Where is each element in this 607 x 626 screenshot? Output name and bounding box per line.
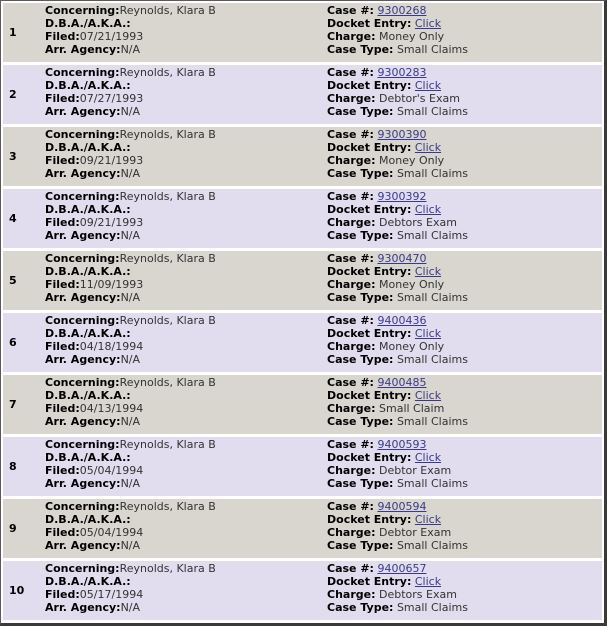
case-number-link[interactable]: 9400485 [377,376,427,389]
case-number-link[interactable]: 9300470 [377,252,427,265]
case-type-value: Small Claims [396,43,468,56]
case-label: Case #: [327,438,374,451]
dba-label: D.B.A./A.K.A.: [45,141,131,154]
table-row [3,251,602,310]
row-number: 5 [9,274,17,287]
docket-entry-link[interactable]: Click [414,575,442,588]
filed-label: Filed: [45,526,80,539]
party-info [45,562,216,614]
table-row [3,65,602,124]
table-row [3,499,602,558]
party-info [45,66,216,118]
party-info [45,500,216,552]
charge-label: Charge: [327,402,376,415]
case-info [327,314,468,366]
concerning-label: Concerning: [45,562,120,575]
party-info [45,252,216,304]
agency-value: N/A [120,43,141,56]
party-info [45,128,216,180]
agency-value: N/A [120,477,141,490]
docket-entry-link[interactable]: Click [414,203,442,216]
party-info [45,314,216,366]
charge-value: Money Only [379,340,445,353]
dba-label: D.B.A./A.K.A.: [45,389,131,402]
concerning-value: Reynolds, Klara B [119,562,216,575]
filed-label: Filed: [45,216,80,229]
case-type-value: Small Claims [396,229,468,242]
concerning-label: Concerning: [45,66,120,79]
docket-entry-link[interactable]: Click [414,451,442,464]
agency-label: Arr. Agency: [45,167,121,180]
case-label: Case #: [327,190,374,203]
filed-value: 07/21/1993 [79,30,144,43]
row-number: 10 [9,584,25,597]
concerning-label: Concerning: [45,4,120,17]
case-type-label: Case Type: [327,477,394,490]
charge-label: Charge: [327,216,376,229]
party-info [45,376,216,428]
agency-value: N/A [120,291,141,304]
case-label: Case #: [327,66,374,79]
charge-value: Small Claim [379,402,445,415]
docket-entry-link[interactable]: Click [414,265,442,278]
case-type-label: Case Type: [327,601,394,614]
case-label: Case #: [327,128,374,141]
case-type-label: Case Type: [327,539,394,552]
dba-label: D.B.A./A.K.A.: [45,451,131,464]
case-type-label: Case Type: [327,167,394,180]
docket-label: Docket Entry: [327,203,412,216]
concerning-label: Concerning: [45,252,120,265]
dba-label: D.B.A./A.K.A.: [45,513,131,526]
charge-value: Money Only [379,30,445,43]
agency-label: Arr. Agency: [45,601,121,614]
agency-value: N/A [120,539,141,552]
agency-label: Arr. Agency: [45,477,121,490]
concerning-label: Concerning: [45,500,120,513]
filed-label: Filed: [45,588,80,601]
case-number-link[interactable]: 9400594 [377,500,427,513]
docket-label: Docket Entry: [327,513,412,526]
filed-label: Filed: [45,92,80,105]
concerning-label: Concerning: [45,438,120,451]
concerning-label: Concerning: [45,376,120,389]
filed-value: 09/21/1993 [79,216,144,229]
concerning-label: Concerning: [45,314,120,327]
case-type-value: Small Claims [396,353,468,366]
concerning-value: Reynolds, Klara B [119,438,216,451]
docket-entry-link[interactable]: Click [414,513,442,526]
concerning-value: Reynolds, Klara B [119,376,216,389]
charge-label: Charge: [327,588,376,601]
docket-label: Docket Entry: [327,575,412,588]
filed-label: Filed: [45,464,80,477]
filed-label: Filed: [45,154,80,167]
table-row [3,375,602,434]
filed-value: 05/04/1994 [79,526,144,539]
concerning-value: Reynolds, Klara B [119,190,216,203]
dba-label: D.B.A./A.K.A.: [45,17,131,30]
case-number-link[interactable]: 9400593 [377,438,427,451]
docket-label: Docket Entry: [327,265,412,278]
table-row [3,313,602,372]
charge-value: Debtor Exam [379,526,452,539]
case-info [327,190,468,242]
charge-label: Charge: [327,154,376,167]
table-row [3,3,602,62]
case-info [327,66,468,118]
case-label: Case #: [327,252,374,265]
concerning-value: Reynolds, Klara B [119,314,216,327]
table-row [3,189,602,248]
dba-label: D.B.A./A.K.A.: [45,203,131,216]
filed-value: 05/04/1994 [79,464,144,477]
case-info [327,376,468,428]
case-label: Case #: [327,314,374,327]
row-number: 7 [9,398,17,411]
filed-label: Filed: [45,402,80,415]
results-list [3,3,602,620]
case-info [327,500,468,552]
filed-value: 04/13/1994 [79,402,144,415]
dba-label: D.B.A./A.K.A.: [45,575,131,588]
case-type-label: Case Type: [327,415,394,428]
agency-label: Arr. Agency: [45,353,121,366]
case-type-label: Case Type: [327,353,394,366]
agency-label: Arr. Agency: [45,43,121,56]
case-label: Case #: [327,376,374,389]
party-info [45,438,216,490]
case-info [327,4,468,56]
charge-value: Debtors Exam [379,588,457,601]
party-info [45,4,216,56]
case-type-value: Small Claims [396,477,468,490]
concerning-label: Concerning: [45,190,120,203]
row-number: 8 [9,460,17,473]
case-type-value: Small Claims [396,601,468,614]
docket-entry-link[interactable]: Click [414,79,442,92]
case-number-link[interactable]: 9400657 [377,562,427,575]
row-number: 4 [9,212,17,225]
filed-value: 04/18/1994 [79,340,144,353]
row-number: 2 [9,88,17,101]
charge-label: Charge: [327,526,376,539]
docket-entry-link[interactable]: Click [414,389,442,402]
row-number: 6 [9,336,17,349]
charge-label: Charge: [327,464,376,477]
case-number-link[interactable]: 9400436 [377,314,427,327]
concerning-value: Reynolds, Klara B [119,4,216,17]
docket-entry-link[interactable]: Click [414,327,442,340]
case-label: Case #: [327,500,374,513]
row-number: 9 [9,522,17,535]
case-number-link[interactable]: 9300268 [377,4,427,17]
agency-label: Arr. Agency: [45,105,121,118]
docket-label: Docket Entry: [327,79,412,92]
row-number: 1 [9,26,17,39]
agency-value: N/A [120,229,141,242]
agency-label: Arr. Agency: [45,229,121,242]
dba-label: D.B.A./A.K.A.: [45,265,131,278]
case-type-value: Small Claims [396,539,468,552]
docket-label: Docket Entry: [327,17,412,30]
docket-entry-link[interactable]: Click [414,17,442,30]
docket-entry-link[interactable]: Click [414,141,442,154]
filed-label: Filed: [45,30,80,43]
case-type-label: Case Type: [327,43,394,56]
charge-label: Charge: [327,30,376,43]
case-type-value: Small Claims [396,105,468,118]
agency-value: N/A [120,353,141,366]
case-type-value: Small Claims [396,415,468,428]
agency-label: Arr. Agency: [45,291,121,304]
docket-label: Docket Entry: [327,389,412,402]
filed-label: Filed: [45,278,80,291]
charge-value: Debtor Exam [379,464,452,477]
filed-value: 11/09/1993 [79,278,144,291]
table-row [3,561,602,620]
case-info [327,562,468,614]
agency-value: N/A [120,601,141,614]
case-number-link[interactable]: 9300283 [377,66,427,79]
case-type-value: Small Claims [396,291,468,304]
charge-label: Charge: [327,278,376,291]
case-number-link[interactable]: 9300392 [377,190,427,203]
table-row [3,437,602,496]
charge-value: Debtors Exam [379,216,457,229]
concerning-label: Concerning: [45,128,120,141]
dba-label: D.B.A./A.K.A.: [45,79,131,92]
docket-label: Docket Entry: [327,327,412,340]
filed-value: 09/21/1993 [79,154,144,167]
agency-value: N/A [120,105,141,118]
row-number: 3 [9,150,17,163]
filed-label: Filed: [45,340,80,353]
agency-label: Arr. Agency: [45,415,121,428]
charge-value: Money Only [379,278,445,291]
charge-label: Charge: [327,92,376,105]
agency-value: N/A [120,415,141,428]
agency-value: N/A [120,167,141,180]
agency-label: Arr. Agency: [45,539,121,552]
case-info [327,438,468,490]
concerning-value: Reynolds, Klara B [119,252,216,265]
concerning-value: Reynolds, Klara B [119,66,216,79]
charge-label: Charge: [327,340,376,353]
filed-value: 05/17/1994 [79,588,144,601]
case-type-value: Small Claims [396,167,468,180]
case-type-label: Case Type: [327,229,394,242]
charge-value: Money Only [379,154,445,167]
case-info [327,128,468,180]
filed-value: 07/27/1993 [79,92,144,105]
case-info [327,252,468,304]
concerning-value: Reynolds, Klara B [119,128,216,141]
party-info [45,190,216,242]
charge-value: Debtor's Exam [379,92,460,105]
concerning-value: Reynolds, Klara B [119,500,216,513]
case-number-link[interactable]: 9300390 [377,128,427,141]
dba-label: D.B.A./A.K.A.: [45,327,131,340]
case-label: Case #: [327,562,374,575]
docket-label: Docket Entry: [327,141,412,154]
case-type-label: Case Type: [327,105,394,118]
case-label: Case #: [327,4,374,17]
docket-label: Docket Entry: [327,451,412,464]
case-type-label: Case Type: [327,291,394,304]
table-row [3,127,602,186]
